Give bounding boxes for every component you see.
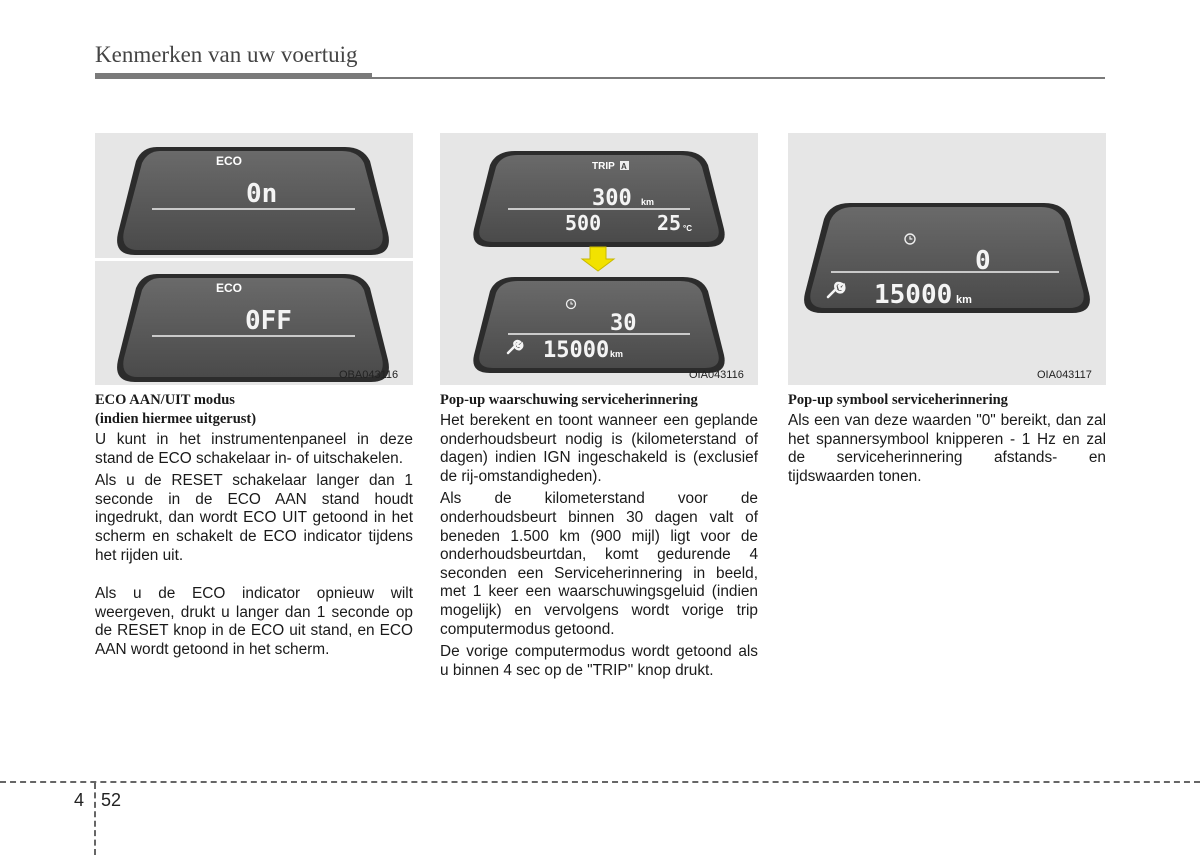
- eco-heading-line2: (indien hiermee uitgerust): [95, 411, 257, 427]
- eco-heading: [95, 391, 413, 429]
- eco-paragraph-1: U kunt in het instrumentenpaneel in deze stand de ECO schakelaar in- of uitschakelen.: [95, 431, 413, 467]
- page-header-title: Kenmerken van uw voertuig: [95, 42, 358, 67]
- header-rule-thin: [372, 77, 1105, 79]
- service-distance-unit: km: [610, 349, 624, 359]
- figure-label-1: OBA043116: [339, 369, 399, 381]
- service-popup-paragraph-3: De vorige computermodus wordt getoond als u binnen 4 sec op de "TRIP" knop drukt.: [440, 643, 758, 679]
- trip-letter: A: [621, 162, 627, 171]
- trip-temperature-unit: °C: [683, 224, 692, 233]
- trip-lower-left: 500: [565, 211, 602, 235]
- column-eco-mode: [95, 391, 413, 664]
- figure-label-2: OIA043116: [689, 369, 744, 381]
- service-symbol-paragraph-1: Als een van deze waarden "0" bereikt, dan zal het spannersymbool knipperen - 1 Hz en zal de serviceherinnering afstands- en tijdswaarden tonen.: [788, 412, 1106, 485]
- service-symbol-heading: Pop-up symbool serviceherinnering: [788, 392, 1008, 408]
- figure-service-popup: [440, 133, 758, 385]
- eco-display-illustration: [95, 133, 413, 385]
- service-symbol-distance-unit: km: [956, 294, 972, 306]
- eco-value-on: 0n: [246, 179, 278, 209]
- service-popup-paragraph-2: Als de kilometerstand voor de onderhoudsbeurt binnen 30 dagen valt of beneden 1.500 km (900 mijl) ligt voor de onderhoudsbeurtdan, komt gedurende 4 seconden een Serviceherinnering in beeld, met 1 keer een waarschuwingsgeluid (indien mogelijk) en vervolgens wordt vorige trip computermodus getoond.: [440, 490, 758, 638]
- column-service-symbol: [788, 391, 1106, 490]
- footer-divider: [0, 781, 1200, 783]
- eco-indicator-on: ECO: [216, 154, 243, 168]
- service-days-value: 30: [610, 311, 637, 336]
- service-zero-value: 0: [975, 246, 991, 276]
- page-number: 52: [101, 790, 122, 810]
- service-symbol-illustration: [788, 133, 1106, 385]
- trip-distance: 300: [592, 186, 632, 211]
- trip-distance-unit: km: [641, 197, 655, 207]
- figure-label-3: OIA043117: [1037, 369, 1092, 381]
- trip-indicator: TRIP: [592, 161, 615, 172]
- figure-eco-mode: [95, 133, 413, 385]
- eco-paragraph-3: Als u de ECO indicator opnieuw wilt weergeven, drukt u langer dan 1 seconde op de RESET knop in de ECO uit stand, en ECO AAN wordt getoond in het scherm.: [95, 585, 413, 658]
- service-popup-paragraph-1: Het berekent en toont wanneer een geplande onderhoudsbeurt nodig is (kilometerstand of dagen) indien IGN ingeschakeld is (exclusief de rij-omstandigheden).: [440, 412, 758, 485]
- header-rule: [95, 73, 372, 79]
- service-symbol-distance: 15000: [874, 280, 953, 310]
- service-distance: 15000: [543, 338, 610, 363]
- eco-indicator-off: ECO: [216, 281, 243, 295]
- eco-value-off: 0FF: [245, 306, 292, 336]
- service-popup-illustration: [440, 133, 758, 385]
- trip-temperature: 25: [657, 211, 682, 235]
- arrow-down-icon: [582, 247, 614, 271]
- eco-paragraph-2: Als u de RESET schakelaar langer dan 1 seconde in de ECO AAN stand houdt ingedrukt, dan wordt ECO UIT getoond in het scherm en schakelt de ECO indicator tijdens het rijden uit.: [95, 472, 413, 564]
- column-service-popup: [440, 391, 758, 684]
- eco-heading-line1: ECO AAN/UIT modus: [95, 392, 235, 408]
- service-popup-heading: Pop-up waarschuwing serviceherinnering: [440, 392, 698, 408]
- footer-vertical-divider: [94, 783, 96, 855]
- chapter-number: 4: [74, 790, 85, 810]
- figure-service-symbol: [788, 133, 1106, 385]
